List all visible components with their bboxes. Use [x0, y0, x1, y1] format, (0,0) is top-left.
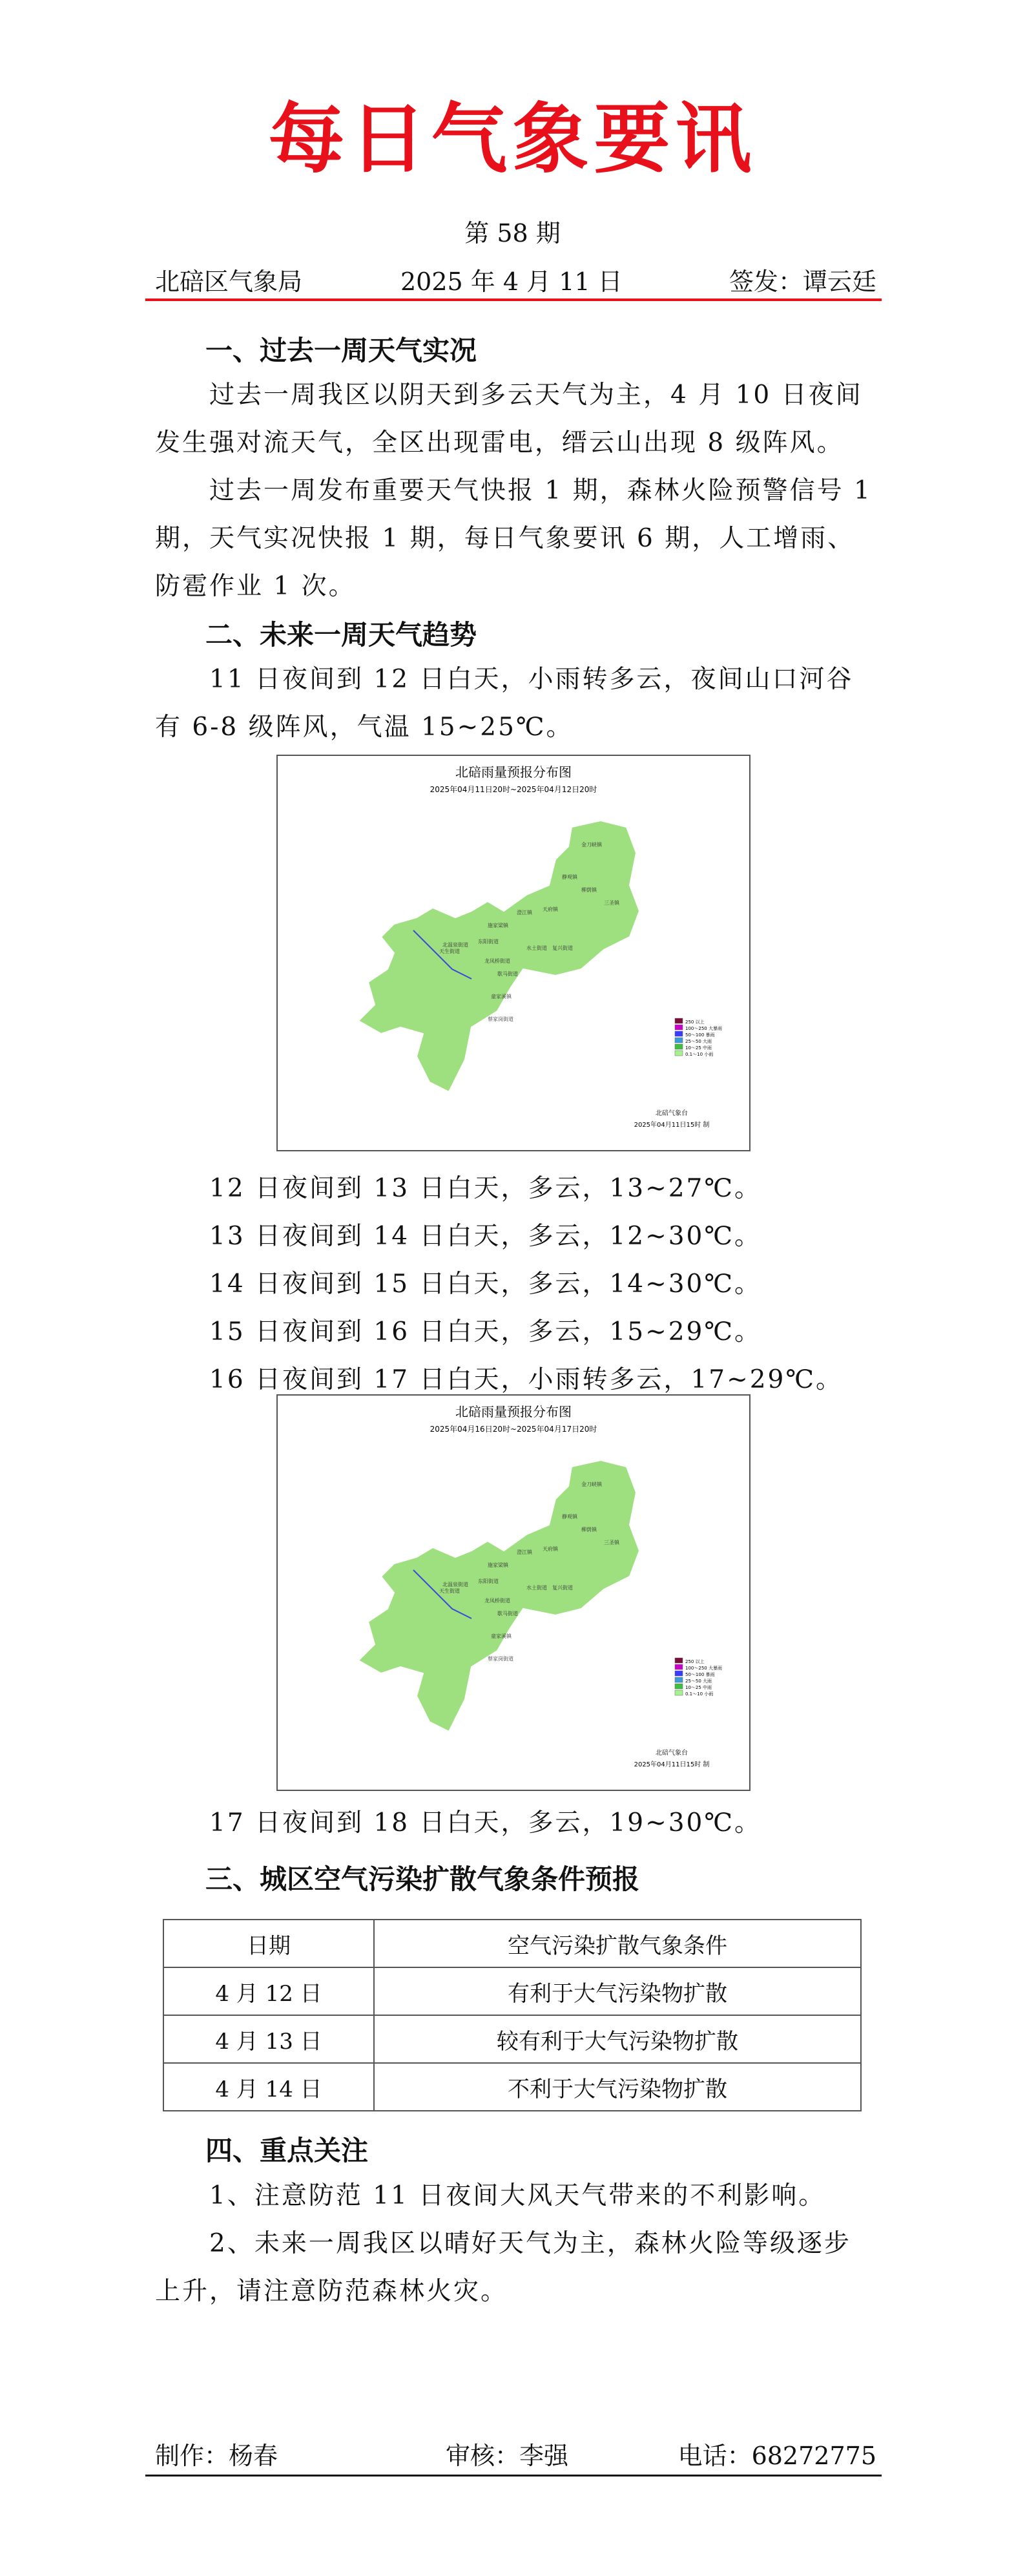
town-label: 北温泉街道: [442, 942, 468, 948]
legend-label: 250 以上: [685, 1659, 705, 1664]
map-title: 北碚雨量预报分布图: [455, 1404, 572, 1419]
header-meta: [155, 262, 876, 297]
cell-date: 4 月 13 日: [163, 2015, 374, 2063]
header-divider: [145, 298, 882, 301]
issue-number: 第 58 期: [464, 219, 561, 247]
table-header-row: [163, 1920, 861, 1967]
town-label: 静观镇: [562, 874, 577, 880]
legend-swatch: [675, 1658, 683, 1663]
signer: 签发：谭云廷: [729, 267, 876, 296]
town-label: 龙凤桥街道: [484, 958, 510, 964]
forecast-line-3: 14 日夜间到 15 日白天，多云，14~30℃。: [209, 1270, 762, 1299]
legend-swatch: [675, 1690, 683, 1695]
legend-label: 100～250 大暴雨: [685, 1026, 722, 1031]
town-label: 蔡家岗街道: [488, 1656, 513, 1662]
masthead-title: 每日气象要讯: [268, 94, 757, 183]
table-row: [163, 2063, 861, 2111]
legend-label: 10～25 中雨: [685, 1045, 712, 1051]
town-label: 柳荫镇: [581, 887, 597, 893]
legend-swatch: [675, 1671, 683, 1676]
forecast-line-6: 17 日夜间到 18 日白天，多云，19~30℃。: [209, 1808, 762, 1838]
legend-label: 100～250 大暴雨: [685, 1666, 722, 1671]
rain-forecast-map-1: [276, 755, 751, 1151]
footer-row: [155, 2436, 876, 2475]
legend-swatch: [675, 1051, 683, 1056]
heading-past-week: 一、过去一周天气实况: [205, 335, 477, 366]
town-label: 复兴街道: [552, 945, 573, 951]
paragraph-focus-1: 1、注意防范 11 日夜间大风天气带来的不利影响。: [209, 2181, 826, 2210]
map-svg-1: [278, 756, 749, 1150]
town-label: 童家溪镇: [491, 1633, 512, 1639]
map-footer-time: 2025年04月11日15时 制: [634, 1122, 710, 1129]
town-label: 施家梁镇: [488, 923, 508, 928]
column-header-date: 日期: [163, 1920, 374, 1967]
legend-swatch: [675, 1038, 683, 1043]
town-label: 东阳街道: [478, 939, 499, 945]
legend-label: 50～100 暴雨: [685, 1672, 715, 1677]
town-label: 水土街道: [526, 1585, 547, 1591]
cell-date: 4 月 12 日: [163, 1967, 374, 2015]
map-legend: [675, 1658, 722, 1697]
rain-forecast-map-2: [276, 1394, 751, 1791]
legend-label: 25～50 大雨: [685, 1679, 712, 1684]
legend-swatch: [675, 1664, 683, 1670]
town-label: 柳荫镇: [581, 1527, 597, 1533]
town-label: 金刀峡镇: [581, 842, 602, 848]
town-label: 天府镇: [543, 1546, 558, 1552]
footer-divider: [145, 2475, 882, 2477]
town-label: 施家梁镇: [488, 1562, 508, 1568]
legend-label: 50～100 暴雨: [685, 1032, 715, 1038]
district-shape: [358, 1460, 639, 1732]
map-legend: [675, 1018, 722, 1057]
town-label: 三圣镇: [604, 1540, 619, 1545]
town-label: 金刀峡镇: [581, 1482, 602, 1487]
office-name: 北碚区气象局: [155, 267, 303, 296]
forecast-line-4: 15 日夜间到 16 日白天，多云，15~29℃。: [209, 1317, 762, 1346]
town-label: 静观镇: [562, 1514, 577, 1520]
cell-condition: 有利于大气污染物扩散: [374, 1967, 861, 2015]
forecast-line-2: 13 日夜间到 14 日白天，多云，12~30℃。: [209, 1222, 762, 1251]
cell-condition: 较有利于大气污染物扩散: [374, 2015, 861, 2063]
footer-reviewer: 审核：李强: [446, 2442, 569, 2470]
table-row: [163, 2015, 861, 2063]
legend-label: 10～25 中雨: [685, 1685, 712, 1690]
column-header-condition: 空气污染扩散气象条件: [374, 1920, 861, 1967]
legend-swatch: [675, 1677, 683, 1682]
heading-trend: 二、未来一周天气趋势: [205, 619, 477, 651]
town-label: 复兴街道: [552, 1585, 573, 1591]
town-label: 北温泉街道: [442, 1582, 468, 1587]
town-label: 天生街道: [439, 948, 460, 954]
table-row: [163, 1967, 861, 2015]
map-svg-2: [278, 1396, 749, 1790]
legend-swatch: [675, 1044, 683, 1049]
cell-date: 4 月 14 日: [163, 2063, 374, 2111]
map-subtitle: 2025年04月11日20时~2025年04月12日20时: [430, 785, 597, 794]
paragraph-trend-1: 11 日夜间到 12 日白天，小雨转多云，夜间山口河谷有 6-8 级阵风，气温 15~25℃。: [155, 665, 854, 742]
heading-air-quality: 三、城区空气污染扩散气象条件预报: [205, 1863, 640, 1895]
footer-maker: 制作：杨春: [155, 2442, 278, 2470]
legend-label: 0.1～10 小雨: [685, 1691, 714, 1697]
map-footer-time: 2025年04月11日15时 制: [634, 1761, 710, 1768]
legend-label: 0.1～10 小雨: [685, 1052, 714, 1057]
town-label: 歇马街道: [497, 1611, 518, 1617]
town-label: 澄江镇: [517, 910, 532, 916]
town-label: 龙凤桥街道: [484, 1598, 510, 1604]
legend-swatch: [675, 1025, 683, 1030]
paragraph-focus-2: 2、未来一周我区以晴好天气为主，森林火险等级逐步上升，请注意防范森林火灾。: [155, 2229, 851, 2306]
paragraph-past-1: 过去一周我区以阴天到多云天气为主，4 月 10 日夜间发生强对流天气，全区出现雷电，缙云山出现 8 级阵风。: [155, 381, 863, 457]
legend-label: 250 以上: [685, 1020, 705, 1025]
district-area: [358, 821, 639, 1092]
district-shape: [358, 821, 639, 1092]
town-label: 水土街道: [526, 945, 547, 951]
legend-swatch: [675, 1684, 683, 1689]
air-quality-table: [163, 1919, 862, 2111]
town-label: 蔡家岗街道: [488, 1016, 513, 1022]
map-subtitle: 2025年04月16日20时~2025年04月17日20时: [430, 1425, 597, 1434]
town-label: 歇马街道: [497, 971, 518, 977]
town-label: 三圣镇: [604, 900, 619, 906]
district-area: [358, 1460, 639, 1732]
forecast-line-1: 12 日夜间到 13 日白天，多云，13~27℃。: [209, 1174, 762, 1203]
forecast-line-5: 16 日夜间到 17 日白天，小雨转多云，17~29℃。: [209, 1365, 844, 1394]
town-label: 澄江镇: [517, 1549, 532, 1555]
legend-label: 25～50 大雨: [685, 1039, 712, 1044]
map-footer-org: 北碚气象台: [656, 1750, 688, 1757]
heading-focus: 四、重点关注: [205, 2135, 369, 2166]
town-label: 东阳街道: [478, 1578, 499, 1584]
legend-swatch: [675, 1031, 683, 1036]
town-label: 天生街道: [439, 1588, 460, 1594]
issue-date: 2025 年 4 月 11 日: [400, 267, 623, 296]
map-footer-org: 北碚气象台: [656, 1110, 688, 1117]
legend-swatch: [675, 1018, 683, 1023]
footer-phone: 电话：68272775: [678, 2442, 876, 2470]
paragraph-past-2: 过去一周发布重要天气快报 1 期，森林火险预警信号 1 期，天气实况快报 1 期，每日气象要讯 6 期，人工增雨、防雹作业 1 次。: [155, 476, 872, 601]
map-title: 北碚雨量预报分布图: [455, 764, 572, 780]
cell-condition: 不利于大气污染物扩散: [374, 2063, 861, 2111]
town-label: 童家溪镇: [491, 994, 512, 1000]
town-label: 天府镇: [543, 906, 558, 912]
